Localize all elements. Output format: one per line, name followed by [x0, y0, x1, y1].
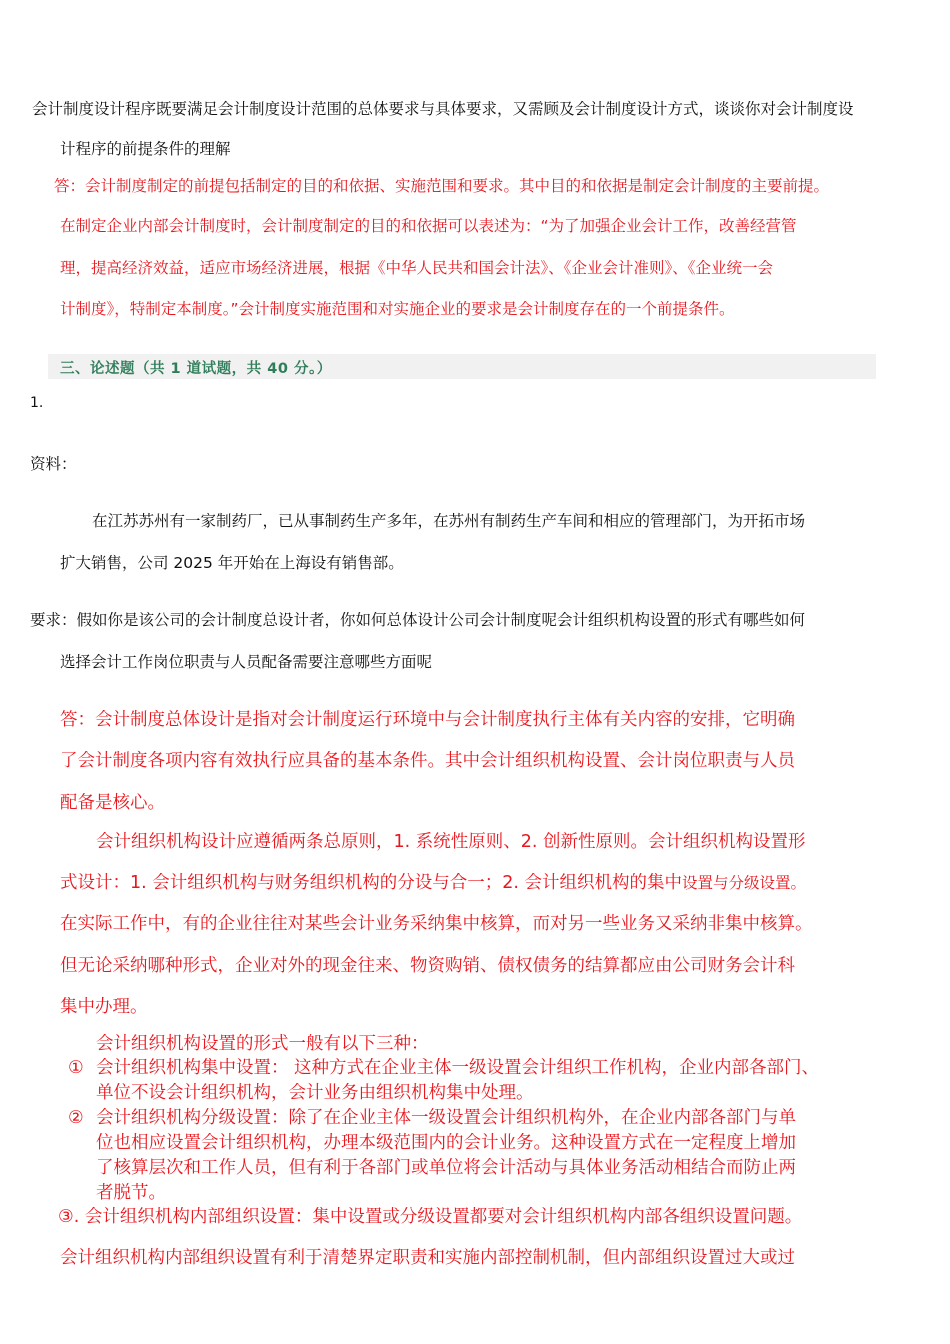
form-text: 会计组织机构集中设置： 这种方式在企业主体一级设置会计组织工作机构，企业内部各部门、 — [96, 1058, 820, 1078]
section-title: 三、论述题（共 1 道试题，共 40 分。） — [60, 361, 332, 377]
answer-line: 配备是核心。 — [60, 793, 165, 813]
answer-line: 理，提高经济效益，适应市场经济进展，根据《中华人民共和国会计法》、《企业会计准则》、《企业统一会 — [60, 259, 774, 277]
material-label: 资料： — [30, 455, 77, 473]
material-line: 在江苏苏州有一家制药厂，已从事制药生产多年，在苏州有制药生产车间和相应的管理部门，为开拓市场 — [92, 512, 806, 530]
form-item-1 — [68, 1054, 819, 1079]
answer-line: 会计组织机构设计应遵循两条总原则，1. 系统性原则、2. 创新性原则。会计组织机构设置形 — [96, 832, 806, 852]
form-text: 会计组织机构分级设置：除了在企业主体一级设置会计组织机构外，在企业内部各部门与单 — [96, 1108, 796, 1128]
form-item-3: ③. 会计组织机构内部组织设置：集中设置或分级设置都要对会计组织机构内部各组织设置问题。 — [58, 1207, 803, 1227]
answer-line: 在实际工作中，有的企业往往对某些会计业务采纳集中核算，而对另一些业务又采纳非集中核算。 — [60, 914, 813, 934]
answer-line-part: 设置与分级设置。 — [682, 874, 807, 892]
form-number: ① — [68, 1058, 84, 1078]
answer-line: 计制度》，特制定本制度。”会计制度实施范围和对实施企业的要求是会计制度存在的一个前提条件。 — [60, 300, 735, 318]
requirement-line: 要求：假如你是该公司的会计制度总设计者，你如何总体设计公司会计制度呢会计组织机构设置的形式有哪些如何 — [30, 611, 806, 629]
material-line: 扩大销售，公司 2025 年开始在上海设有销售部。 — [60, 554, 404, 572]
form-text: 者脱节。 — [96, 1183, 166, 1203]
form-text: 单位不设会计组织机构，会计业务由组织机构集中处理。 — [96, 1083, 534, 1103]
item-number: 1. — [30, 395, 44, 411]
form-text: 了核算层次和工作人员，但有利于各部门或单位将会计活动与具体业务活动相结合而防止两 — [96, 1158, 796, 1178]
answer-line: 会计组织机构内部组织设置有利于清楚界定职责和实施内部控制机制，但内部组织设置过大或过 — [60, 1248, 795, 1268]
answer-line: 答：会计制度制定的前提包括制定的目的和依据、实施范围和要求。其中目的和依据是制定会计制度的主要前提。 — [54, 177, 830, 195]
forms-intro: 会计组织机构设置的形式一般有以下三种： — [96, 1034, 429, 1054]
form-text: 位也相应设置会计组织机构，办理本级范围内的会计业务。这种设置方式在一定程度上增加 — [96, 1133, 796, 1153]
answer-line: 了会计制度各项内容有效执行应具备的基本条件。其中会计组织机构设置、会计岗位职责与人员 — [60, 751, 795, 771]
question-line: 计程序的前提条件的理解 — [60, 140, 231, 158]
answer-line — [60, 869, 806, 894]
answer-line-part: 式设计：1. 会计组织机构与财务组织机构的分设与合一；2. 会计组织机构的集中 — [60, 873, 683, 893]
answer-line: 在制定企业内部会计制度时，会计制度制定的目的和依据可以表述为：“为了加强企业会计工作，改善经营管 — [60, 217, 797, 235]
form-number: ② — [68, 1108, 84, 1128]
answer-line: 答：会计制度总体设计是指对会计制度运行环境中与会计制度执行主体有关内容的安排，它明确 — [60, 710, 795, 730]
requirement-line: 选择会计工作岗位职责与人员配备需要注意哪些方面呢 — [60, 653, 433, 671]
answer-line: 但无论采纳哪种形式，企业对外的现金往来、物资购销、债权债务的结算都应由公司财务会计科 — [60, 956, 795, 976]
form-item-2 — [68, 1104, 796, 1129]
answer-line: 集中办理。 — [60, 997, 148, 1017]
question-line: 会计制度设计程序既要满足会计制度设计范围的总体要求与具体要求，又需顾及会计制度设计方式，谈谈你对会计制度设 — [32, 100, 854, 118]
